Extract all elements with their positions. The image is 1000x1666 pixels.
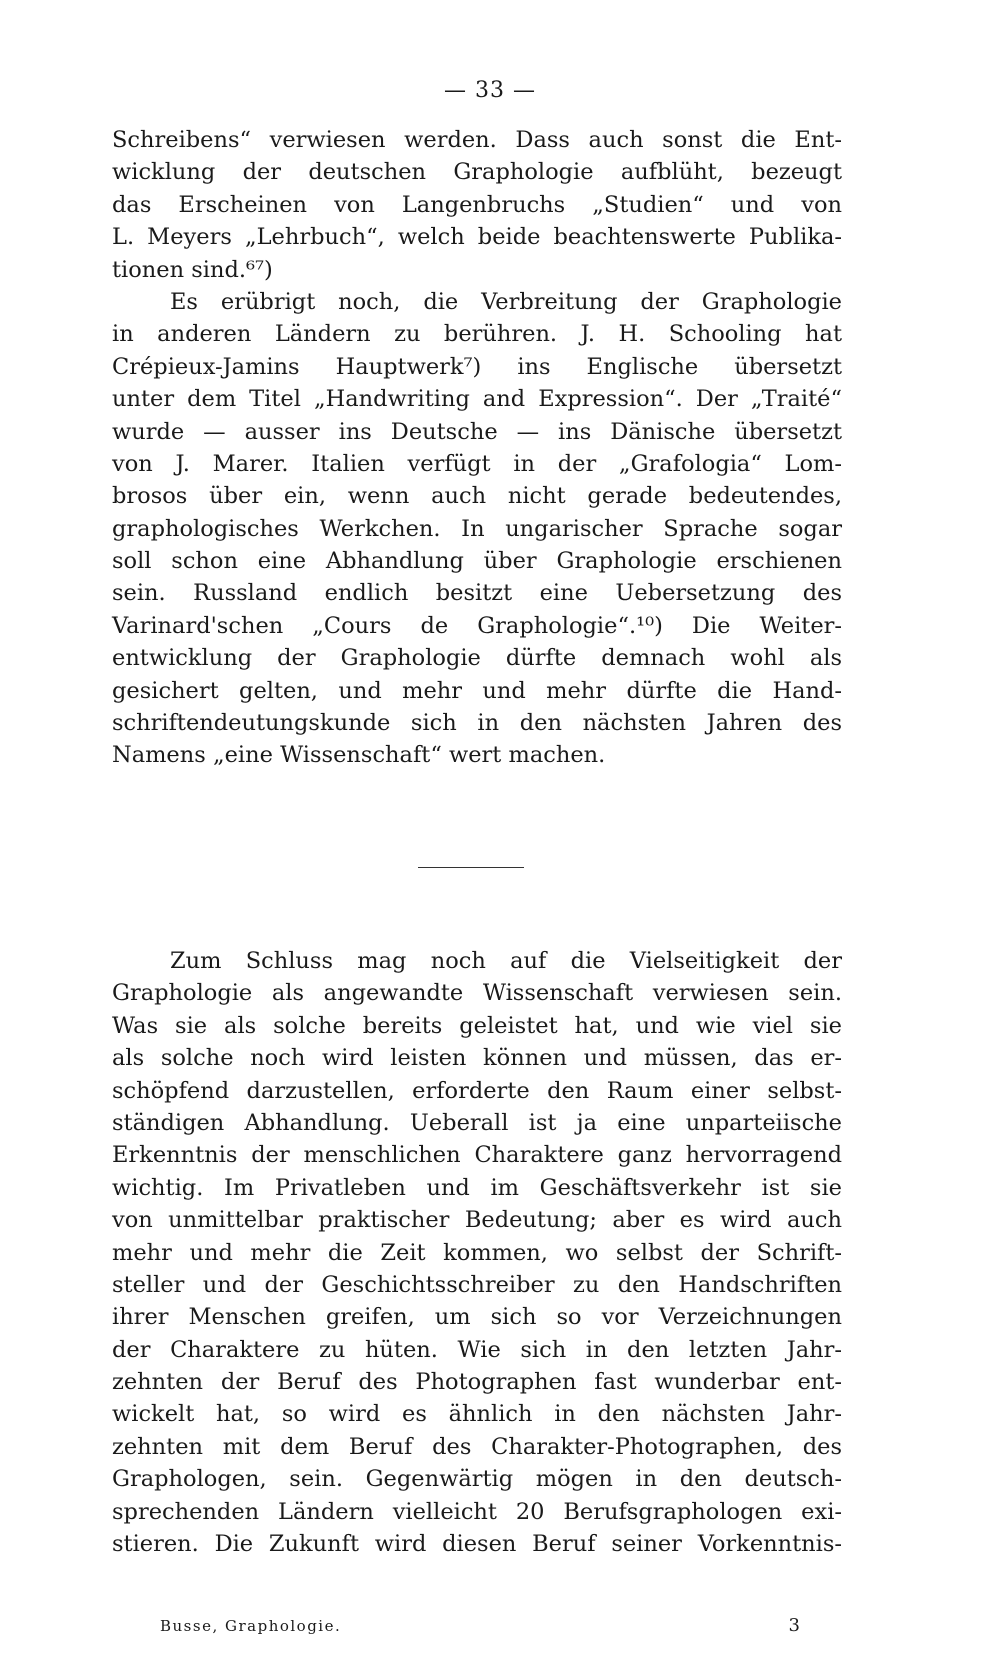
text-line: ihrer Menschen greifen, um sich so vor Verzeichnungen [112, 1304, 842, 1331]
text-line: als solche noch wird leisten können und müssen, das er- [112, 1045, 842, 1072]
text-line: in anderen Ländern zu berühren. J. H. Schooling hat [112, 321, 842, 348]
paragraph-2 [112, 945, 842, 1560]
text-line: Namens „eine Wissenschaft“ wert machen. [112, 742, 606, 769]
text-line: das Erscheinen von Langenbruchs „Studien“ und von [112, 191, 842, 218]
text-line: tionen sind.⁶⁷) [112, 256, 273, 283]
text-line: wichtig. Im Privatleben und im Geschäftsverkehr ist sie [112, 1174, 842, 1201]
text-line: sein. Russland endlich besitzt eine Uebersetzung des [112, 580, 842, 607]
text-line: wurde — ausser ins Deutsche — ins Dänische übersetzt [112, 418, 842, 445]
text-line: steller und der Geschichtsschreiber zu den Handschriften [112, 1271, 842, 1298]
text-line: schöpfend darzustellen, erforderte den Raum einer selbst- [112, 1077, 842, 1104]
text-line: sprechenden Ländern vielleicht 20 Berufsgraphologen exi- [112, 1498, 842, 1525]
text-line: L. Meyers „Lehrbuch“, welch beide beachtenswerte Publika- [112, 224, 842, 251]
text-line: entwicklung der Graphologie dürfte demnach wohl als [112, 645, 842, 672]
text-line: Schreibens“ verwiesen werden. Dass auch sonst die Ent- [112, 127, 842, 153]
paragraph-1 [112, 124, 842, 772]
text-line: Crépieux-Jamins Hauptwerk⁷) ins Englische übersetzt [112, 353, 842, 380]
text-line: mehr und mehr die Zeit kommen, wo selbst der Schrift- [112, 1239, 842, 1266]
text-line: Was sie als solche bereits geleistet hat, und wie viel sie [112, 1012, 842, 1039]
text-line: gesichert gelten, und mehr und mehr dürfte die Hand- [112, 677, 842, 704]
page-footer [160, 1617, 800, 1635]
text-line: Erkenntnis der menschlichen Charaktere ganz hervorragend [112, 1142, 842, 1169]
text-line: wickelt hat, so wird es ähnlich in den nächsten Jahr- [112, 1401, 842, 1428]
text-line: stieren. Die Zukunft wird diesen Beruf seiner Vorkenntnis- [112, 1531, 842, 1558]
text-line: graphologisches Werkchen. In ungarischer Sprache sogar [112, 515, 842, 542]
text-line: von unmittelbar praktischer Bedeutung; aber es wird auch [112, 1207, 842, 1234]
text-line: ständigen Abhandlung. Ueberall ist ja eine unparteiische [112, 1109, 842, 1136]
text-line: zehnten der Beruf des Photographen fast wunderbar ent- [112, 1369, 842, 1396]
text-line: brosos über ein, wenn auch nicht gerade bedeutendes, [112, 483, 842, 510]
text-line: Graphologie als angewandte Wissenschaft verwiesen sein. [112, 980, 842, 1007]
text-line: von J. Marer. Italien verfügt in der „Grafologia“ Lom- [112, 450, 842, 477]
text-line: Zum Schluss mag noch auf die Vielseitigkeit der [170, 948, 842, 974]
text-line: Graphologen, sein. Gegenwärtig mögen in den deutsch- [112, 1466, 842, 1493]
text-line: Es erübrigt noch, die Verbreitung der Graphologie [170, 288, 842, 315]
page-number: — 33 — [444, 78, 536, 103]
text-line: Varinard'schen „Cours de Graphologie“.¹⁰) Die Weiter- [112, 612, 842, 639]
printer-signature: Busse, Graphologie. [160, 1617, 342, 1635]
text-line: schriftendeutungskunde sich in den nächsten Jahren des [112, 710, 842, 737]
text-line: unter dem Titel „Handwriting and Expression“. Der „Traité“ [112, 386, 842, 413]
sheet-mark: 3 [788, 1615, 800, 1636]
section-divider [418, 867, 524, 868]
text-line: der Charaktere zu hüten. Wie sich in den letzten Jahr- [112, 1336, 842, 1363]
text-line: soll schon eine Abhandlung über Graphologie erschienen [112, 548, 842, 575]
text-line: wicklung der deutschen Graphologie aufblüht, bezeugt [112, 159, 842, 186]
text-line: zehnten mit dem Beruf des Charakter-Photographen, des [112, 1433, 842, 1460]
